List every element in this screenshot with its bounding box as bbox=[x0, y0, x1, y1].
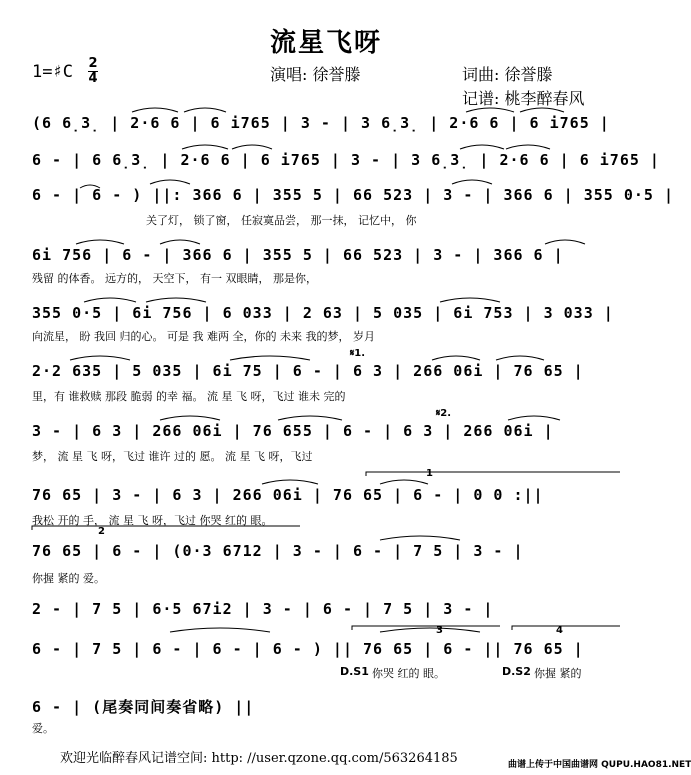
lyric-row-7: 梦， 流 星 飞 呀，飞过 谁许 过的 愿。 流 星 飞 呀，飞过 bbox=[32, 450, 313, 463]
ds2-lyric: 你握 紧的 bbox=[534, 667, 582, 680]
score-row-2: 6 - | 6 6̣3̣ | 2·6 6 | 6 i765 | 3 - | 3 6̣3̣ | 2·6 6 | 6 i765 | bbox=[32, 151, 660, 169]
time-top: 2 bbox=[88, 56, 98, 71]
score-row-1: (6 6̣3̣ | 2·6 6 | 6 i765 | 3 - | 3 6̣3̣ | 2·6 6 | 6 i765 | bbox=[32, 114, 610, 132]
transcriber-credit: 记谱: 桃李醉春风 bbox=[462, 89, 585, 108]
site-credit: 曲谱上传于中国曲谱网 QUPU.HAO81.NET bbox=[508, 760, 691, 770]
score-row-7: 3 - | 6 3 | 266 06i | 76 655 | 6 - | 6 3 | 266 06i | bbox=[32, 422, 554, 440]
segno-1: 𝄋1. bbox=[350, 348, 366, 359]
footer-credit: 欢迎光临醉春风记谱空间: http: //user.qzone.qq.com/563264185 bbox=[60, 751, 458, 766]
volta-2-label: 2 bbox=[98, 526, 105, 537]
score-row-8: 76 65 | 3 - | 6 3 | 266 06i | 76 65 | 6 - | 0 0 :|| bbox=[32, 486, 544, 504]
ds1-mark: D.S1 bbox=[340, 665, 369, 678]
key-signature: 1=♯C bbox=[32, 62, 73, 82]
score-row-6: 2·2 635 | 5 035 | 6i 75 | 6 - | 6 3 | 266 06i | 76 65 | bbox=[32, 362, 584, 380]
volta-4-label: 4 bbox=[556, 625, 563, 636]
lyric-row-4: 残留 的体香。 远方的， 天空下， 有一 双眼睛， 那是你， bbox=[32, 272, 317, 285]
score-row-9: 76 65 | 6 - | (0·3 6712 | 3 - | 6 - | 7 5 | 3 - | bbox=[32, 542, 524, 560]
lyric-row-6: 里，有 谁救赎 那段 脆弱 的幸 福。 流 星 飞 呀，飞过 谁未 完的 bbox=[32, 390, 346, 403]
segno-2: 𝄋2. bbox=[436, 408, 452, 419]
score-row-11: 6 - | 7 5 | 6 - | 6 - | 6 - ) || 76 65 | 6 - || 76 65 | bbox=[32, 640, 584, 658]
ds1-lyric: 你哭 红的 眼。 bbox=[372, 667, 445, 680]
score-row-5: 355 0·5 | 6i 756 | 6 033 | 2 63 | 5 035 | 6i 753 | 3 033 | bbox=[32, 304, 614, 322]
lyric-row-9: 你握 紧的 爱。 bbox=[32, 572, 105, 585]
ds2-mark: D.S2 bbox=[502, 665, 531, 678]
singer-credit: 演唱: 徐誉滕 bbox=[270, 65, 361, 84]
volta-3-label: 3 bbox=[436, 625, 443, 636]
volta-1-label: 1 bbox=[426, 468, 433, 479]
lyric-row-5: 向流星， 盼 我回 归的心。 可是 我 难两 全，你的 未来 我的梦， 岁月 bbox=[32, 330, 375, 343]
song-title: 流星飞呀 bbox=[269, 28, 382, 58]
score-row-10: 2 - | 7 5 | 6·5 67i2 | 3 - | 6 - | 7 5 | 3 - | bbox=[32, 600, 494, 618]
lyric-row-12: 爱。 bbox=[32, 722, 54, 735]
score-row-12: 6 - | (尾奏同间奏省略) || bbox=[32, 698, 255, 716]
lyricist-composer-credit: 词曲: 徐誉滕 bbox=[462, 65, 553, 84]
lyric-row-8: 我松 开的 手， 流 星 飞 呀，飞过 你哭 红的 眼。 bbox=[32, 514, 273, 527]
score-row-3: 6 - | 6 - ) ||: 366 6 | 355 5 | 66 523 | 3 - | 366 6 | 355 0·5 | bbox=[32, 186, 674, 204]
time-bottom: 4 bbox=[88, 71, 98, 86]
score-row-4: 6i 756 | 6 - | 366 6 | 355 5 | 66 523 | 3 - | 366 6 | bbox=[32, 246, 564, 264]
lyric-row-3: 关了灯， 锁了窗， 任寂寞品尝， 那一抹， 记忆中， 你 bbox=[146, 214, 417, 227]
